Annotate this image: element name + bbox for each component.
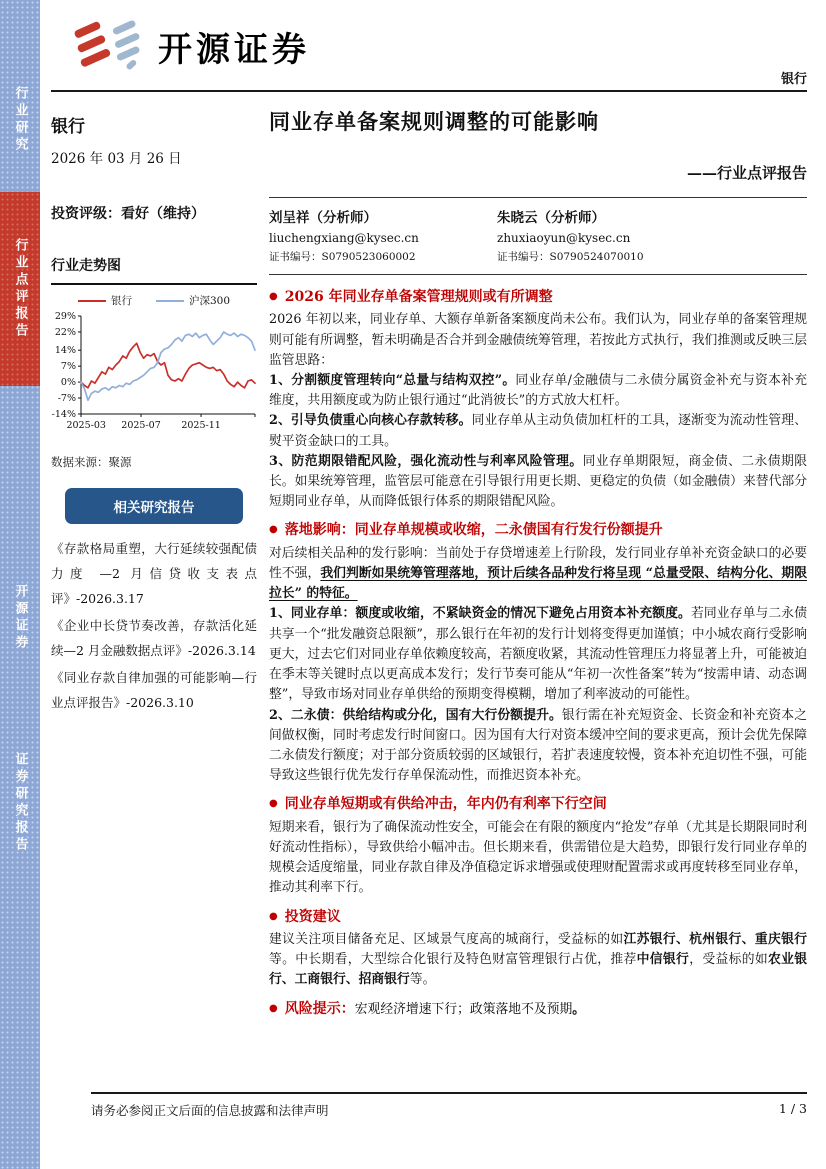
rating-label: 投资评级： [51, 206, 121, 222]
page-title: 同业存单备案规则调整的可能影响 [269, 109, 599, 134]
section-heading [269, 907, 807, 927]
chart-axes [52, 311, 255, 431]
related-report-item: 《存款格局重塑，大行延续较强配债力度 —2 月信贷收支表点评》-2026.3.17 [51, 541, 257, 606]
section-heading-text: 落地影响：同业存单规模或收缩，二永债国有行发行份额提升 [284, 522, 663, 539]
analyst-name: 朱晓云（分析师） [497, 210, 605, 226]
section-heading-text: 风险提示： [284, 1000, 355, 1017]
industry-name: 银行 [51, 117, 85, 137]
svg-text:-14%: -14% [51, 409, 76, 420]
paragraph [269, 706, 807, 787]
text-run: 同业存单从主动负债加杠杆的工具，逐渐变为流动性管理、熨平资金缺口的工具。 [269, 413, 808, 449]
text-run: 1、同业存单：额度或收缩，不紧缺资金的情况下避免占用资本补充额度。 [269, 606, 691, 622]
analyst-name: 刘呈祥（分析师） [269, 210, 377, 226]
page-header [51, 0, 807, 92]
brand-logo-text: 开源证券 [158, 29, 310, 70]
text-run: 对后续相关品种的发行影响：当前处于存贷增速差上行阶段，发行同业存单补充资金缺口的必要性不强， [269, 545, 807, 581]
report-section [269, 907, 807, 991]
svg-text:-7%: -7% [57, 393, 76, 405]
paragraph [269, 452, 807, 513]
svg-text:2025-07: 2025-07 [121, 420, 161, 431]
paragraph [269, 604, 807, 705]
text-run: 短期来看，银行为了确保流动性安全，可能会在有限的额度内“抢发”存单（尤其是长期限同时利好流动性指标），导致供给小幅冲击。但长期来看，供需错位是大趋势，即银行发行同业存单的规模会适度缩量，同业存款自律及净值稳定诉求增强或使理财配置需求或再度转移至同业存单，推动其利率下行。 [269, 819, 807, 896]
page-subtitle: ——行业点评报告 [686, 164, 807, 182]
analyst-block [497, 206, 725, 264]
section-heading-text: 同业存单短期或有供给冲击，年内仍有利率下行空间 [284, 796, 607, 813]
svg-text:0%: 0% [60, 377, 76, 389]
chart-legend [51, 293, 257, 308]
text-run: ，受益标的如 [689, 952, 768, 968]
analyst-email: zhuxiaoyun@kysec.cn [497, 231, 631, 245]
text-run: 2、引导负债重心向核心存款转移。 [269, 413, 472, 429]
related-report-item: 《企业中长贷节奏改善，存款活化延续—2 月金融数据点评》-2026.3.14 [51, 618, 257, 658]
text-run: 3、防范期限错配风险，强化流动性与利率风险管理。 [269, 453, 583, 469]
bullet-icon: ● [269, 798, 278, 810]
paragraph [269, 411, 807, 451]
svg-text:14%: 14% [54, 345, 76, 357]
paragraph [269, 544, 807, 605]
analyst-block [269, 206, 497, 264]
text-run: 宏观经济增速下行；政策落地不及预期 [354, 1001, 573, 1017]
sections [269, 275, 807, 1019]
svg-text:2025-11: 2025-11 [181, 420, 221, 431]
text-run: 若同业存单与二永债共享一个“批发融资总限额”，那么银行在年初的发行计划将变得更加谨慎；中小城农商行受影响更大，过去它们对同业存单依赖度较高，若额度收紧，其流动性管理压力将显著上升，可能被迫在季末等关键时点以更高成本发行；发行节奏可能从“年初一次性备案”转为“按需申请、动态调整”，导致市场对同业存单供给的预期变得模糊，增加了利率波动的可能性。 [269, 606, 808, 703]
svg-text:22%: 22% [54, 326, 76, 338]
svg-text:2025-03: 2025-03 [66, 420, 106, 431]
chart-source: 数据来源：聚源 [51, 455, 132, 469]
sidebar-label-research-report: 证券研究报告 [12, 752, 28, 854]
text-run: 农业银行、工商银行、招商银行 [269, 952, 808, 988]
analyst-cert [497, 249, 725, 264]
two-column-layout [51, 92, 807, 1022]
investment-rating [51, 203, 257, 223]
text-run: 。 [572, 1001, 586, 1017]
legend-label-hs300: 沪深300 [188, 295, 231, 307]
bullet-icon: ● [269, 524, 278, 536]
sidebar-red-block [0, 192, 40, 386]
paragraph [269, 818, 807, 899]
report-section [269, 999, 807, 1020]
related-report-item: 《同业存款自律加强的可能影响—行业点评报告》-2026.3.10 [51, 670, 257, 710]
analyst-email: liuchengxiang@kysec.cn [269, 231, 419, 245]
rating-value: 看好（维持） [121, 206, 205, 222]
page-number: 1 / 3 [778, 1101, 807, 1116]
right-column [269, 92, 807, 1022]
text-run: 中信银行 [636, 952, 690, 968]
paragraph [269, 930, 807, 991]
text-run: 同业存单期限短，商金债、二永债期限长。如果统筹管理，监管层可能意在引导银行用更长期、更稳定的负债（如金融债）来替代部分短期同业存单，从而降低银行体系的期限错配风险。 [269, 453, 808, 510]
section-heading-text: 投资建议 [284, 908, 341, 925]
left-column [51, 92, 257, 1022]
legend-item-bank [78, 293, 132, 308]
section-heading-text: 2026 年同业存单备案管理规则或有所调整 [284, 289, 553, 305]
text-run: 等。中长期看，大型综合化银行及特色财富管理银行占优，推荐 [269, 952, 637, 968]
sidebar-label-brand: 开源证券 [12, 584, 28, 652]
text-run: 1、分割额度管理转向“总量与结构双控”。 [269, 372, 516, 388]
footer-disclaimer: 请务必参阅正文后面的信息披露和法律声明 [91, 1103, 329, 1118]
svg-text:29%: 29% [54, 311, 76, 322]
industry-chart-svg [51, 310, 257, 438]
brand-logo-icon [72, 18, 150, 74]
section-heading [269, 287, 807, 307]
legend-line-hs300 [156, 300, 184, 302]
cert-number: S0790524070010 [549, 251, 644, 263]
bullet-icon: ● [269, 1002, 278, 1014]
text-run: 等。 [409, 972, 436, 988]
bullet-icon: ● [269, 291, 278, 302]
sidebar-label-industry-research: 行业研究 [12, 86, 28, 154]
left-sidebar [0, 0, 40, 1169]
bullet-icon: ● [269, 910, 278, 922]
report-section [269, 794, 807, 898]
sidebar-label-comment-report: 行业点评报告 [12, 238, 28, 340]
legend-line-bank [78, 300, 106, 302]
cert-label: 证书编号： [497, 251, 550, 263]
legend-label-bank: 银行 [110, 295, 132, 307]
related-reports-header: 相关研究报告 [65, 488, 243, 524]
cert-label: 证书编号： [269, 251, 322, 263]
chart-title: 行业走势图 [51, 255, 257, 285]
text-run: 银行需在补充短资金、长资金和补充资本之间做权衡，同时考虑发行时间窗口。因为国有大行对资本缓冲空间的要求更高，预计会优先保障二永债发行额度；对于部分资质较弱的区域银行，若扩表速度较慢，资本补充迫切性不强，可能导致这些银行优先发行存单保流动性，而推迟资本补充。 [269, 707, 808, 784]
paragraph [269, 310, 807, 371]
analysts-row [269, 198, 807, 275]
report-date: 2026 年 03 月 26 日 [51, 151, 182, 167]
section-heading [269, 999, 807, 1020]
text-run: 建议关注项目储备充足、区域景气度高的城商行，受益标的如 [269, 931, 624, 947]
page-footer [91, 1092, 807, 1119]
report-section [269, 520, 807, 786]
text-run: 我们判断如果统筹管理落地，预计后续各品种发行将呈现 “总量受限、结构分化、期限拉长” 的特征。 [269, 566, 808, 602]
top-right-industry-label: 银行 [780, 72, 807, 87]
text-run: 同业存单/金融债与二永债分属资金补充与资本补充维度，共用额度或为防止银行通过“此消彼长”的方式放大杠杆。 [269, 372, 807, 409]
chart-series [81, 332, 255, 400]
report-section [269, 287, 807, 512]
content-area [40, 0, 826, 1169]
paragraph [269, 371, 807, 411]
cert-number: S0790523060002 [321, 251, 416, 263]
title-block [269, 106, 807, 198]
text-run: 2、二永债：供给结构或分化，国有大行份额提升。 [269, 707, 562, 723]
text-run: 江苏银行、杭州银行、重庆银行 [623, 931, 808, 947]
legend-item-hs300 [156, 293, 230, 308]
section-heading [269, 520, 807, 540]
related-reports-list [51, 536, 257, 715]
section-heading [269, 794, 807, 814]
svg-text:7%: 7% [60, 361, 76, 373]
brand-logo [72, 18, 310, 74]
text-run: 2026 年初以来，同业存单、大额存单新备案额度尚未公布。我们认为，同业存单的备案管理规则可能有所调整，暂未明确是否合并到金融债统筹管理，若按此方式执行，我们推测或反映三层监管思路： [269, 312, 807, 368]
analyst-cert [269, 249, 497, 264]
